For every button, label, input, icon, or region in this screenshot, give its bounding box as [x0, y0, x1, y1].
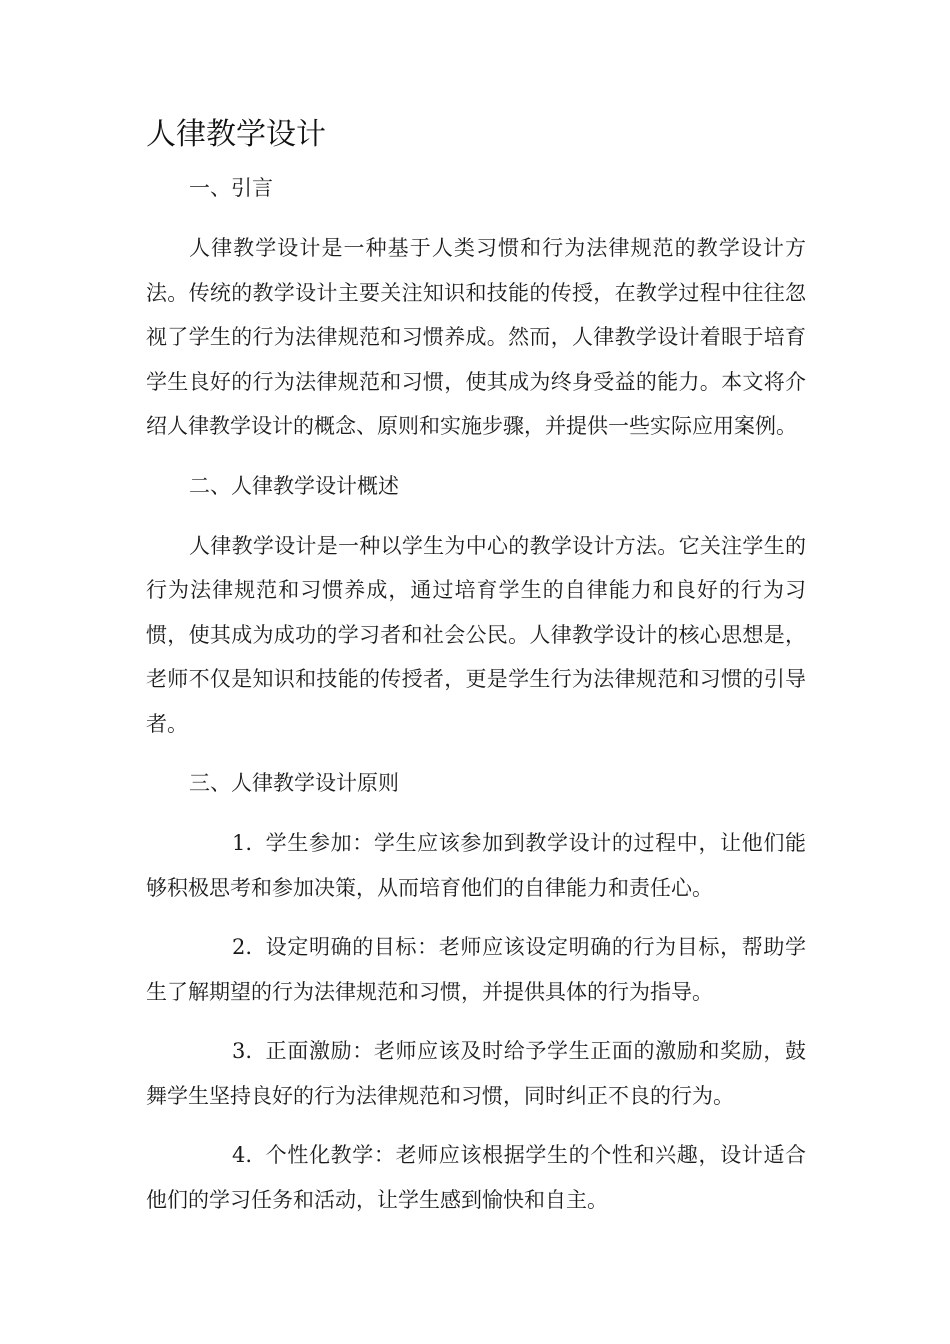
section-heading-intro: 一、引言 — [189, 176, 273, 200]
principle-number: 4. — [232, 1143, 253, 1167]
document-body — [146, 166, 806, 1237]
principle-number: 2. — [232, 935, 253, 959]
intro-paragraph: 人律教学设计是一种基于人类习惯和行为法律规范的教学设计方法。传统的教学设计主要关注知识和技能的传授，在教学过程中往往忽视了学生的行为法律规范和习惯养成。然而，人律教学设计着眼于培育学生良好的行为法律规范和习惯，使其成为终身受益的能力。本文将介绍人律教学设计的概念、原则和实施步骤，并提供一些实际应用案例。 — [146, 236, 806, 438]
principle-item — [146, 821, 806, 910]
principle-item — [146, 1029, 806, 1118]
principle-item — [146, 1133, 806, 1222]
overview-paragraph: 人律教学设计是一种以学生为中心的教学设计方法。它关注学生的行为法律规范和习惯养成，通过培育学生的自律能力和良好的行为习惯，使其成为成功的学习者和社会公民。人律教学设计的核心思想是，老师不仅是知识和技能的传授者，更是学生行为法律规范和习惯的引导者。 — [146, 533, 806, 736]
principle-number: 1. — [232, 831, 253, 855]
principle-text: 个性化教学：老师应该根据学生的个性和兴趣，设计适合他们的学习任务和活动，让学生感到愉快和自主。 — [146, 1143, 806, 1212]
section-heading-overview: 二、人律教学设计概述 — [189, 473, 399, 498]
document-title: 人律教学设计 — [146, 117, 326, 152]
principle-text: 正面激励：老师应该及时给予学生正面的激励和奖励，鼓舞学生坚持良好的行为法律规范和习惯，同时纠正不良的行为。 — [146, 1039, 806, 1108]
section-heading-principles: 三、人律教学设计原则 — [189, 771, 399, 795]
principle-number: 3. — [232, 1039, 253, 1063]
principle-item — [146, 925, 806, 1014]
principle-text: 设定明确的目标：老师应该设定明确的行为目标，帮助学生了解期望的行为法律规范和习惯，并提供具体的行为指导。 — [146, 935, 806, 1004]
principle-text: 学生参加：学生应该参加到教学设计的过程中，让他们能够积极思考和参加决策，从而培育他们的自律能力和责任心。 — [146, 831, 806, 900]
